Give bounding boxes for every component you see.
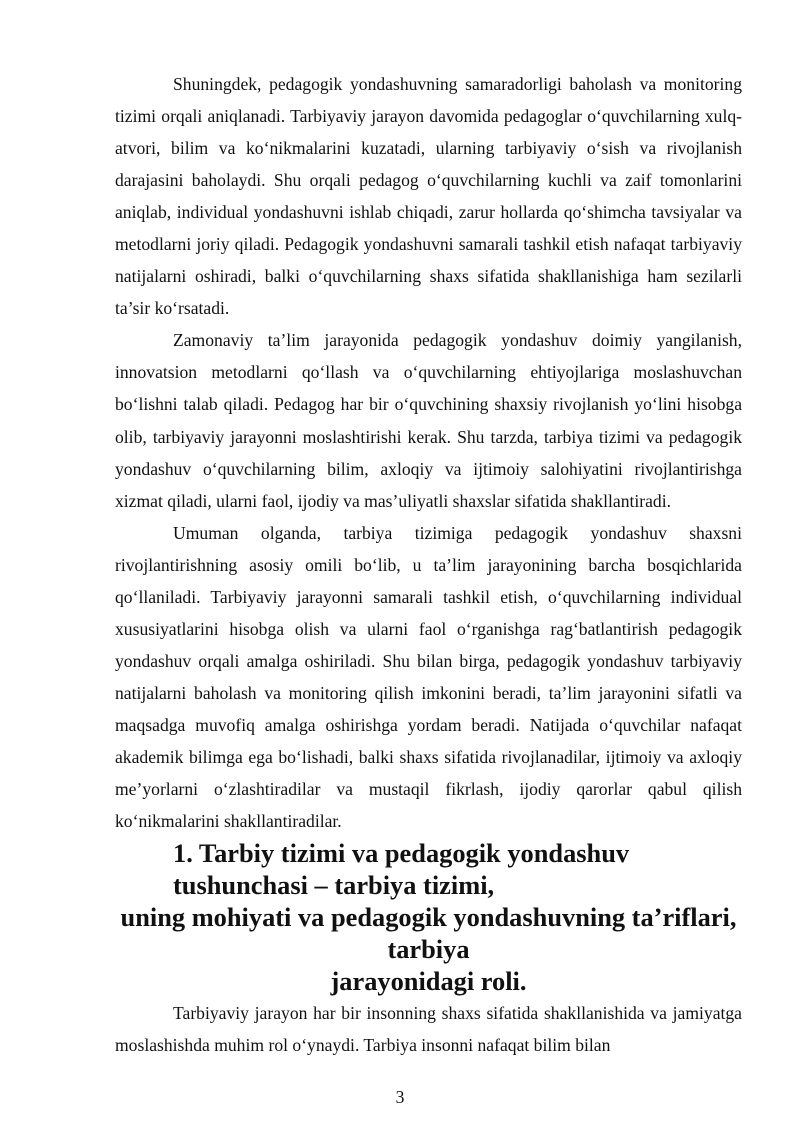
section-heading-line-3: jarayonidagi roli. <box>330 966 527 997</box>
page-number: 3 <box>395 1087 405 1107</box>
paragraph-modern-education: Zamonaviy ta’lim jarayonida pedagogik yondashuv doimiy yangilanish, innovatsion metodlarni qo‘llash va o‘quvchilarning ehtiyojlariga moslashuvchan bo‘lishni talab qiladi. Pedagog har bir o‘quvchining shaxsiy rivojlanish yo‘lini hisobga olib, tarbiyaviy jarayonni moslashtirishi kerak. Shu tarzda, tarbiya tizimi va pedagogik yondashuv o‘quvchilarning bilim, axloqiy va ijtimoiy salohiyatini rivojlantirishga xizmat qiladi, ularni faol, ijodiy va mas’uliyatli shaxslar sifatida shakllantiradi. <box>115 330 742 511</box>
paragraph-assessment: Shuningdek, pedagogik yondashuvning samaradorligi baholash va monitoring tizimi orqali aniqlanadi. Tarbiyaviy jarayon davomida pedagoglar o‘quvchilarning xulq-atvori, bilim va ko‘nikmalarini kuzatadi, ularning tarbiyaviy o‘sish va rivojlanish darajasini baholaydi. Shu orqali pedagog o‘quvchilarning kuchli va zaif tomonlarini aniqlab, individual yondashuvni ishlab chiqadi, zarur hollarda qo‘shimcha tavsiyalar va metodlarni joriy qiladi. Pedagogik yondashuvni samarali tashkil etish nafaqat tarbiyaviy natijalarni oshiradi, balki o‘quvchilarning shaxs sifatida shakllanishiga ham sezilarli ta’sir ko‘rsatadi. <box>115 74 742 319</box>
paragraph-conclusion: Umuman olganda, tarbiya tizimiga pedagogik yondashuv shaxsni rivojlantirishning asosiy omili bo‘lib, u ta’lim jarayonining barcha bosqichlarida qo‘llaniladi. Tarbiyaviy jarayonni samarali tashkil etish, o‘quvchilarning individual xususiyatlarini hisobga olish va ularni faol o‘rganishga rag‘batlantirish pedagogik yondashuv orqali amalga oshiriladi. Shu bilan birga, pedagogik yondashuv tarbiyaviy natijalarni baholash va monitoring qilish imkonini beradi, ta’lim jarayonini sifatli va maqsadga muvofiq amalga oshirishga yordam beradi. Natijada o‘quvchilar nafaqat akademik bilimga ega bo‘lishadi, balki shaxs sifatida rivojlanadilar, ijtimoiy va axloqiy me’yorlarni o‘zlashtiradilar va mustaqil fikrlash, ijodiy qarorlar qabul qilish ko‘nikmalarini shakllantiradilar. <box>115 522 742 832</box>
section-heading <box>115 837 742 997</box>
body-text <box>115 68 742 1061</box>
section-heading-line-2: uning mohiyati va pedagogik yondashuvning ta’riflari, tarbiya <box>120 902 737 965</box>
paragraph-section-intro: Tarbiyaviy jarayon har bir insonning shaxs sifatida shakllanishida va jamiyatga moslashishda muhim rol o‘ynaydi. Tarbiya insonni nafaqat bilim bilan <box>115 1003 742 1056</box>
section-heading-line-1: 1. Tarbiy tizimi va pedagogik yondashuv tushunchasi – tarbiya tizimi, <box>173 838 630 901</box>
